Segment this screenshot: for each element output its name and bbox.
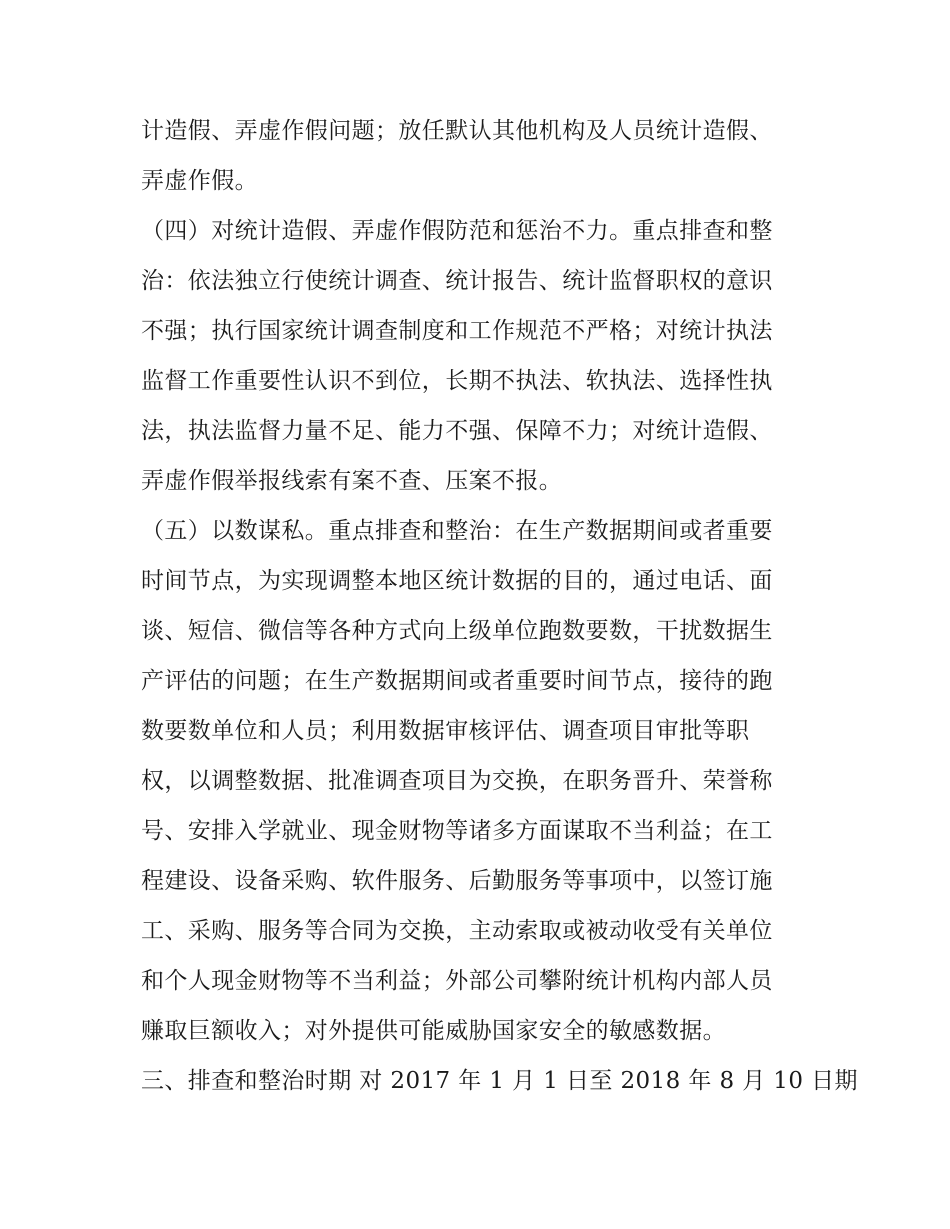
text-line: 工、采购、服务等合同为交换，主动索取或被动收受有关单位	[141, 918, 773, 944]
text-line: 不强；执行国家统计调查制度和工作规范不严格；对统计执法	[141, 318, 773, 344]
text-line: 和个人现金财物等不当利益；外部公司攀附统计机构内部人员	[141, 968, 773, 994]
body-text	[141, 106, 858, 1106]
text-line: 监督工作重要性认识不到位，长期不执法、软执法、选择性执	[141, 368, 773, 394]
text-line: （五）以数谋私。重点排查和整治：在生产数据期间或者重要	[141, 518, 773, 544]
section-heading-line: 三、排查和整治时期 对 2017 年 1 月 1 日至 2018 年 8 月 10 日期	[141, 1068, 858, 1094]
text-line: （四）对统计造假、弄虚作假防范和惩治不力。重点排查和整	[141, 218, 773, 244]
text-line: 弄虚作假举报线索有案不查、压案不报。	[141, 468, 563, 494]
text-line: 法，执法监督力量不足、能力不强、保障不力；对统计造假、	[141, 418, 773, 444]
text-line: 产评估的问题；在生产数据期间或者重要时间节点，接待的跑	[141, 668, 773, 694]
text-line: 数要数单位和人员；利用数据审核评估、调查项目审批等职	[141, 718, 750, 744]
text-line: 谈、短信、微信等各种方式向上级单位跑数要数，干扰数据生	[141, 618, 773, 644]
text-line: 治：依法独立行使统计调查、统计报告、统计监督职权的意识	[141, 268, 773, 294]
text-line: 号、安排入学就业、现金财物等诸多方面谋取不当利益；在工	[141, 818, 773, 844]
text-line: 权，以调整数据、批准调查项目为交换，在职务晋升、荣誉称	[141, 768, 773, 794]
text-line: 计造假、弄虚作假问题；放任默认其他机构及人员统计造假、	[141, 118, 773, 144]
text-line: 程建设、设备采购、软件服务、后勤服务等事项中，以签订施	[141, 868, 773, 894]
text-line: 弄虚作假。	[141, 168, 258, 194]
text-line: 赚取巨额收入；对外提供可能威胁国家安全的敏感数据。	[141, 1018, 726, 1044]
text-line: 时间节点，为实现调整本地区统计数据的目的，通过电话、面	[141, 568, 773, 594]
